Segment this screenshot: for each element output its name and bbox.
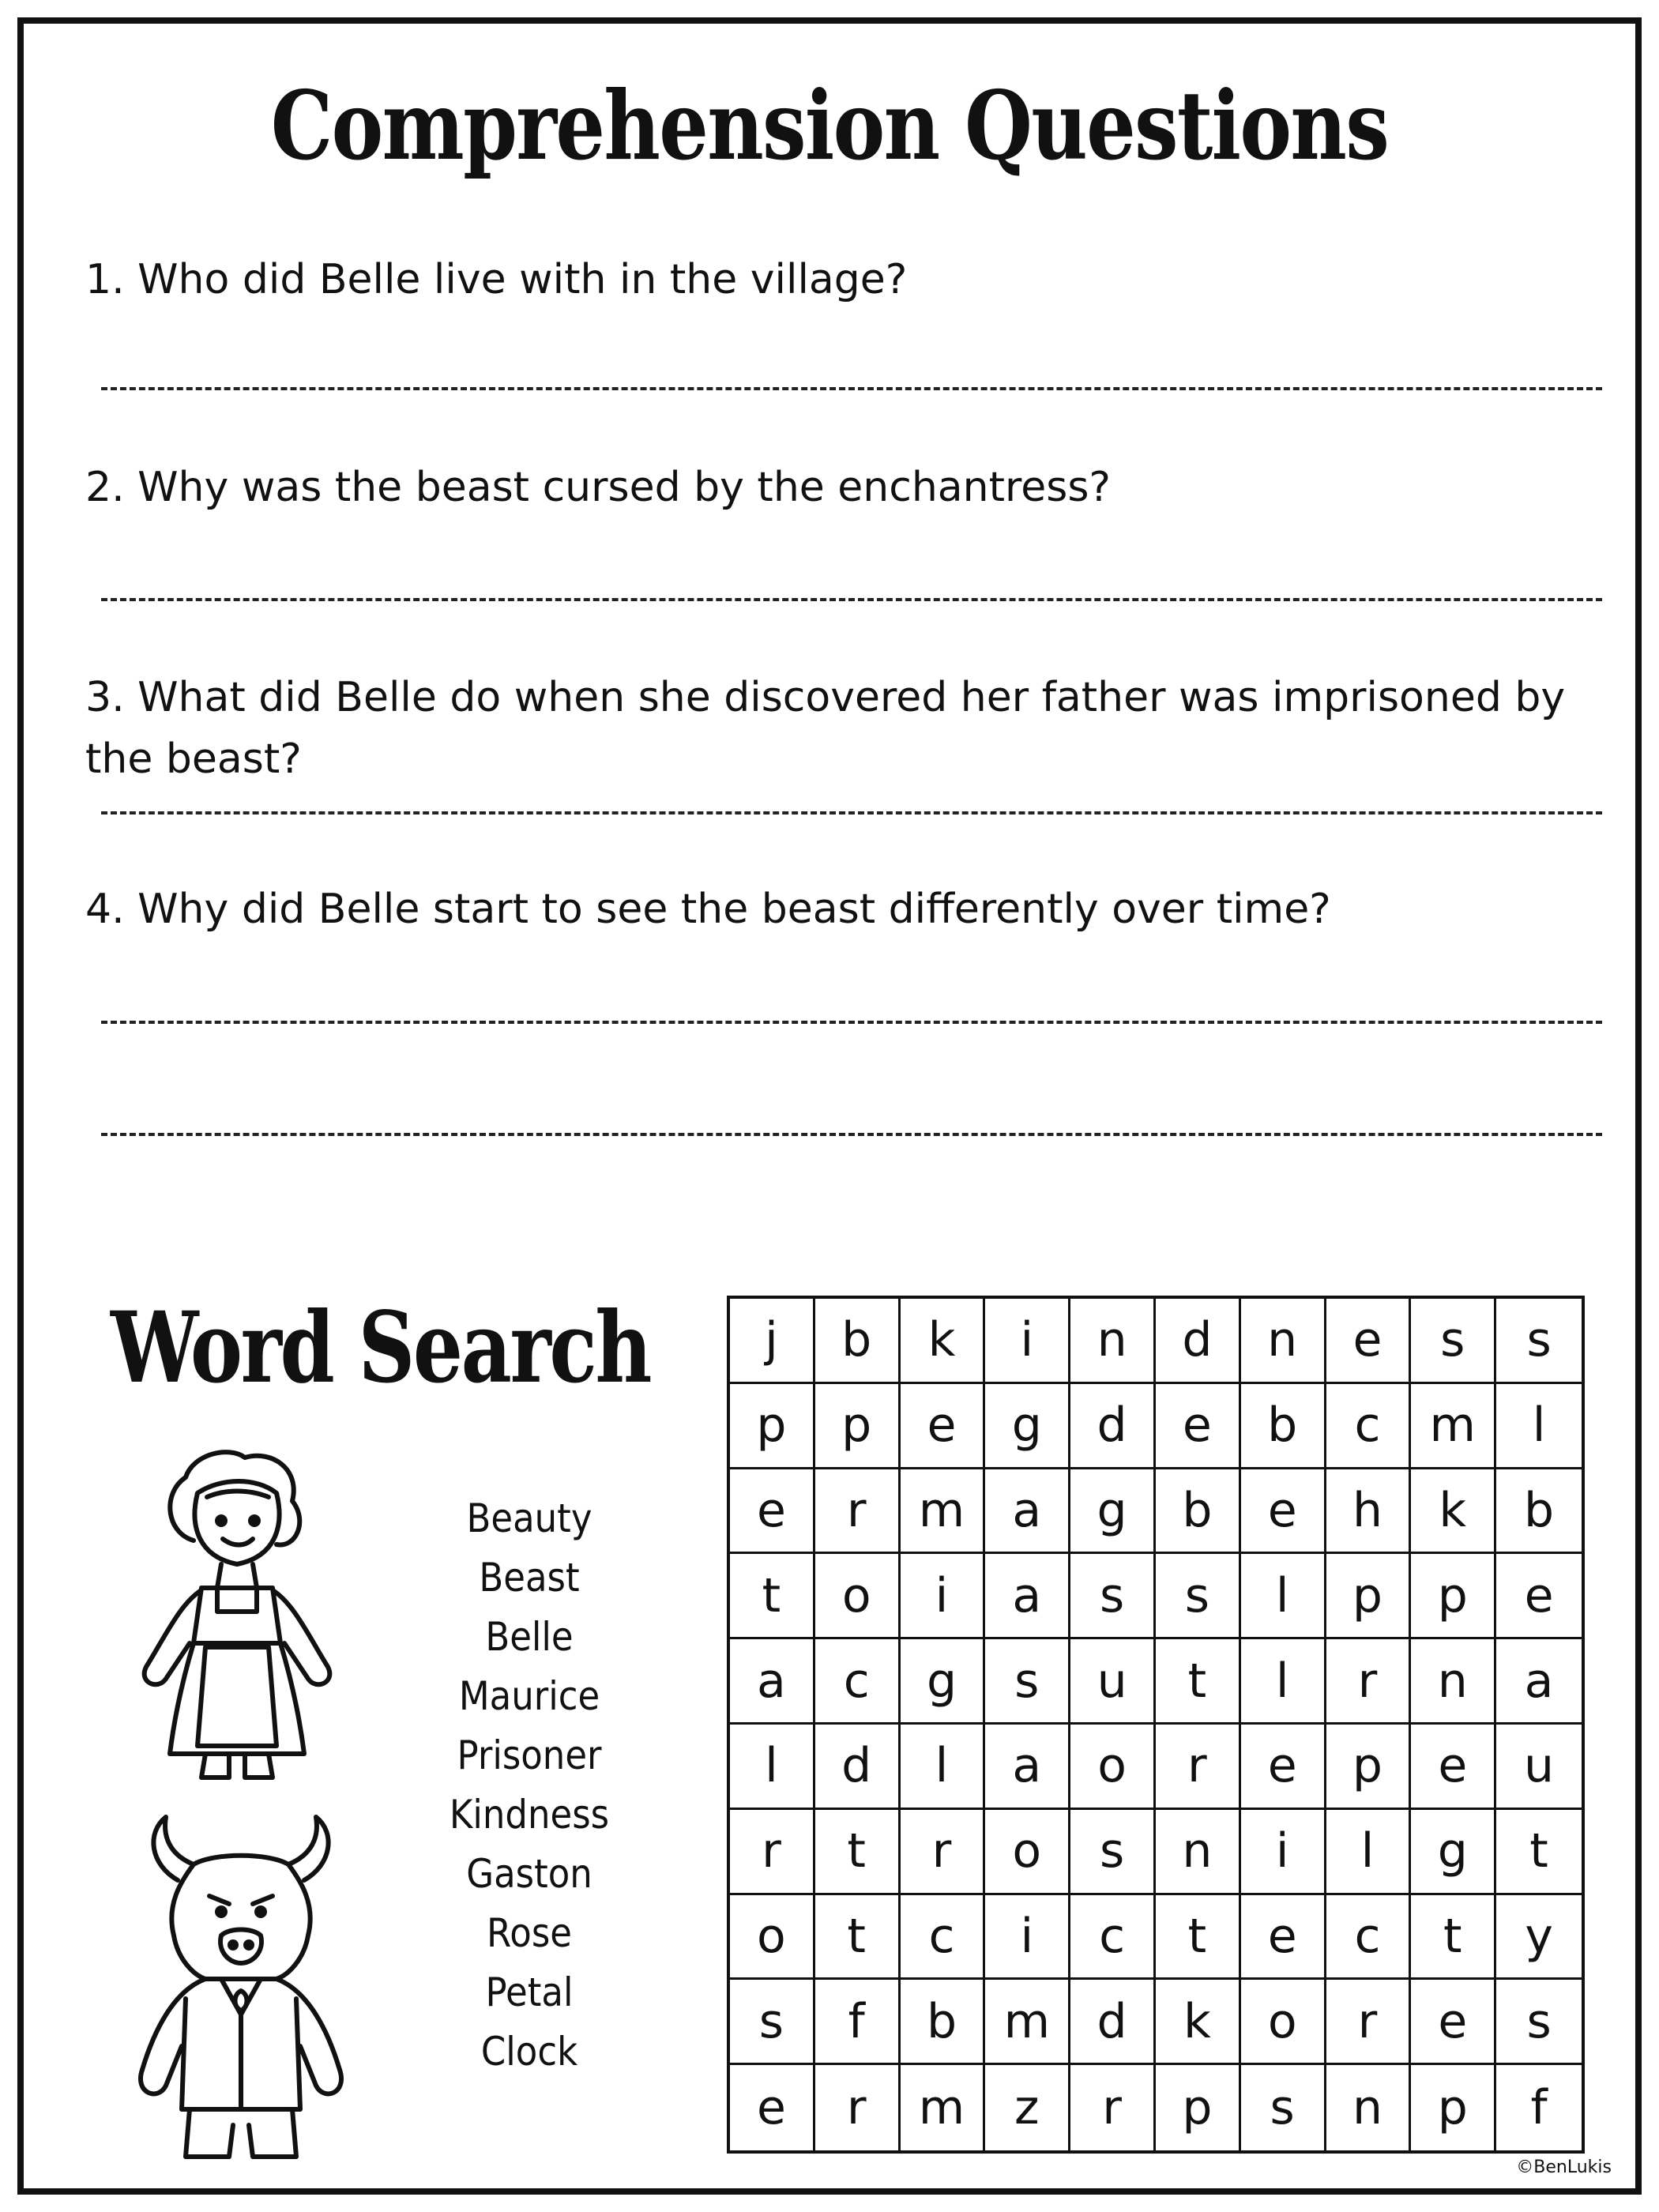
grid-cell[interactable]: e xyxy=(1241,1469,1326,1555)
grid-cell[interactable]: d xyxy=(1156,1299,1241,1384)
grid-cell[interactable]: o xyxy=(730,1895,815,1981)
grid-cell[interactable]: r xyxy=(1326,1980,1412,2065)
grid-cell[interactable]: e xyxy=(1326,1299,1412,1384)
grid-cell[interactable]: s xyxy=(985,1639,1070,1725)
grid-cell[interactable]: e xyxy=(730,2065,815,2150)
grid-cell[interactable]: p xyxy=(1411,1554,1496,1639)
grid-cell[interactable]: t xyxy=(1156,1639,1241,1725)
grid-cell[interactable]: s xyxy=(1411,1299,1496,1384)
word-list-item: Beast xyxy=(479,1555,580,1601)
grid-cell[interactable]: e xyxy=(901,1384,986,1469)
grid-cell[interactable]: t xyxy=(1411,1895,1496,1981)
word-list-item: Gaston xyxy=(466,1851,592,1897)
grid-cell[interactable]: g xyxy=(985,1384,1070,1469)
grid-cell[interactable]: i xyxy=(901,1554,986,1639)
grid-cell[interactable]: k xyxy=(1411,1469,1496,1555)
grid-cell[interactable]: y xyxy=(1496,1895,1582,1981)
grid-cell[interactable]: m xyxy=(901,2065,986,2150)
grid-cell[interactable]: i xyxy=(985,1895,1070,1981)
grid-cell[interactable]: d xyxy=(815,1725,901,1810)
grid-cell[interactable]: g xyxy=(1070,1469,1156,1555)
grid-cell[interactable]: p xyxy=(730,1384,815,1469)
grid-cell[interactable]: u xyxy=(1070,1639,1156,1725)
grid-cell[interactable]: n xyxy=(1070,1299,1156,1384)
grid-cell[interactable]: o xyxy=(1241,1980,1326,2065)
grid-cell[interactable]: o xyxy=(815,1554,901,1639)
grid-cell[interactable]: g xyxy=(1411,1810,1496,1895)
grid-cell[interactable]: s xyxy=(1496,1980,1582,2065)
grid-cell[interactable]: p xyxy=(1326,1554,1412,1639)
word-search-title: Word Search xyxy=(111,1291,651,1405)
grid-cell[interactable]: e xyxy=(1156,1384,1241,1469)
grid-cell[interactable]: r xyxy=(901,1810,986,1895)
grid-cell[interactable]: i xyxy=(1241,1810,1326,1895)
grid-cell[interactable]: i xyxy=(985,1299,1070,1384)
grid-cell[interactable]: c xyxy=(815,1639,901,1725)
belle-illustration-icon xyxy=(118,1446,356,1785)
grid-cell[interactable]: n xyxy=(1411,1639,1496,1725)
word-search-grid xyxy=(727,1296,1585,2154)
question-3: 3. What did Belle do when she discovered her father was imprisoned by the beast? xyxy=(85,674,1566,783)
grid-cell[interactable]: b xyxy=(1241,1384,1326,1469)
answer-line-4a[interactable] xyxy=(101,1021,1602,1024)
word-list-item: Maurice xyxy=(458,1673,600,1719)
grid-cell[interactable]: o xyxy=(985,1810,1070,1895)
grid-cell[interactable]: a xyxy=(730,1639,815,1725)
grid-cell[interactable]: l xyxy=(1241,1639,1326,1725)
grid-cell[interactable]: f xyxy=(815,1980,901,2065)
grid-cell[interactable]: s xyxy=(1496,1299,1582,1384)
grid-cell[interactable]: a xyxy=(985,1469,1070,1555)
grid-cell[interactable]: b xyxy=(815,1299,901,1384)
grid-cell[interactable]: t xyxy=(815,1895,901,1981)
word-list-item: Beauty xyxy=(466,1495,592,1541)
page-title: Comprehension Questions xyxy=(270,70,1389,182)
grid-cell[interactable]: l xyxy=(1241,1554,1326,1639)
grid-cell[interactable]: c xyxy=(1326,1895,1412,1981)
grid-cell[interactable]: r xyxy=(1070,2065,1156,2150)
question-1: 1. Who did Belle live with in the village? xyxy=(85,256,908,303)
worksheet-frame xyxy=(17,17,1642,2195)
grid-cell[interactable]: b xyxy=(1496,1469,1582,1555)
grid-cell[interactable]: a xyxy=(1496,1639,1582,1725)
word-list xyxy=(427,1489,632,2082)
word-list-item: Belle xyxy=(485,1614,574,1660)
grid-cell[interactable]: d xyxy=(1070,1980,1156,2065)
grid-cell[interactable]: c xyxy=(1070,1895,1156,1981)
copyright-text: ©BenLukis xyxy=(1516,2157,1612,2177)
grid-cell[interactable]: t xyxy=(730,1554,815,1639)
grid-cell[interactable]: l xyxy=(730,1725,815,1810)
grid-cell[interactable]: c xyxy=(1326,1384,1412,1469)
grid-cell[interactable]: t xyxy=(815,1810,901,1895)
grid-cell[interactable]: s xyxy=(1156,1554,1241,1639)
grid-cell[interactable]: t xyxy=(1156,1895,1241,1981)
word-list-item: Rose xyxy=(487,1910,572,1956)
grid-cell[interactable]: n xyxy=(1241,1299,1326,1384)
grid-cell[interactable]: d xyxy=(1070,1384,1156,1469)
grid-cell[interactable]: e xyxy=(1411,1725,1496,1810)
grid-cell[interactable]: r xyxy=(815,1469,901,1555)
grid-cell[interactable]: s xyxy=(1070,1554,1156,1639)
grid-cell[interactable]: a xyxy=(985,1725,1070,1810)
grid-cell[interactable]: r xyxy=(1326,1639,1412,1725)
grid-cell[interactable]: g xyxy=(901,1639,986,1725)
grid-cell[interactable]: b xyxy=(901,1980,986,2065)
grid-cell[interactable]: e xyxy=(1241,1895,1326,1981)
grid-cell[interactable]: s xyxy=(1070,1810,1156,1895)
grid-cell[interactable]: r xyxy=(815,2065,901,2150)
grid-cell[interactable]: p xyxy=(815,1384,901,1469)
grid-cell[interactable]: m xyxy=(985,1980,1070,2065)
grid-cell[interactable]: k xyxy=(1156,1980,1241,2065)
grid-cell[interactable]: l xyxy=(901,1725,986,1810)
grid-cell[interactable]: p xyxy=(1156,2065,1241,2150)
answer-line-3[interactable] xyxy=(101,811,1602,814)
grid-cell[interactable]: f xyxy=(1530,2080,1548,2136)
grid-cell[interactable]: t xyxy=(1496,1810,1582,1895)
grid-cell[interactable]: h xyxy=(1326,1469,1412,1555)
grid-cell[interactable]: l xyxy=(1496,1384,1582,1469)
word-list-item: Petal xyxy=(485,1969,574,2015)
grid-cell[interactable]: e xyxy=(1241,1725,1326,1810)
answer-line-1[interactable] xyxy=(101,387,1602,390)
grid-cell[interactable]: s xyxy=(730,1980,815,2065)
grid-cell[interactable]: o xyxy=(1070,1725,1156,1810)
grid-cell[interactable]: k xyxy=(901,1299,986,1384)
answer-line-4b[interactable] xyxy=(101,1133,1602,1136)
question-4: 4. Why did Belle start to see the beast differently over time? xyxy=(85,886,1331,933)
word-list-item: Clock xyxy=(480,2029,578,2075)
question-2: 2. Why was the beast cursed by the enchantress? xyxy=(85,464,1112,511)
grid-cell[interactable]: p xyxy=(1326,1725,1412,1810)
grid-cell[interactable]: m xyxy=(1411,1384,1496,1469)
grid-cell[interactable]: n xyxy=(1326,2065,1412,2150)
grid-cell[interactable]: e xyxy=(730,1469,815,1555)
grid-cell[interactable]: s xyxy=(1241,2065,1326,2150)
grid-cell[interactable]: l xyxy=(1326,1810,1412,1895)
word-list-item: Kindness xyxy=(449,1792,610,1838)
grid-cell[interactable]: r xyxy=(1156,1725,1241,1810)
grid-cell[interactable]: j xyxy=(730,1299,815,1384)
grid-cell[interactable]: e xyxy=(1496,1554,1582,1639)
grid-cell[interactable]: n xyxy=(1156,1810,1241,1895)
grid-cell[interactable]: a xyxy=(985,1554,1070,1639)
grid-cell[interactable]: r xyxy=(730,1810,815,1895)
answer-line-2[interactable] xyxy=(101,598,1602,601)
word-list-item: Prisoner xyxy=(457,1732,602,1778)
grid-cell[interactable]: e xyxy=(1411,1980,1496,2065)
beast-illustration-icon xyxy=(118,1809,363,2172)
grid-cell[interactable]: m xyxy=(901,1469,986,1555)
grid-cell[interactable]: u xyxy=(1496,1725,1582,1810)
grid-cell[interactable]: b xyxy=(1156,1469,1241,1555)
grid-cell[interactable]: c xyxy=(901,1895,986,1981)
grid-cell[interactable]: p xyxy=(1411,2065,1496,2150)
grid-cell[interactable]: z xyxy=(985,2065,1070,2150)
